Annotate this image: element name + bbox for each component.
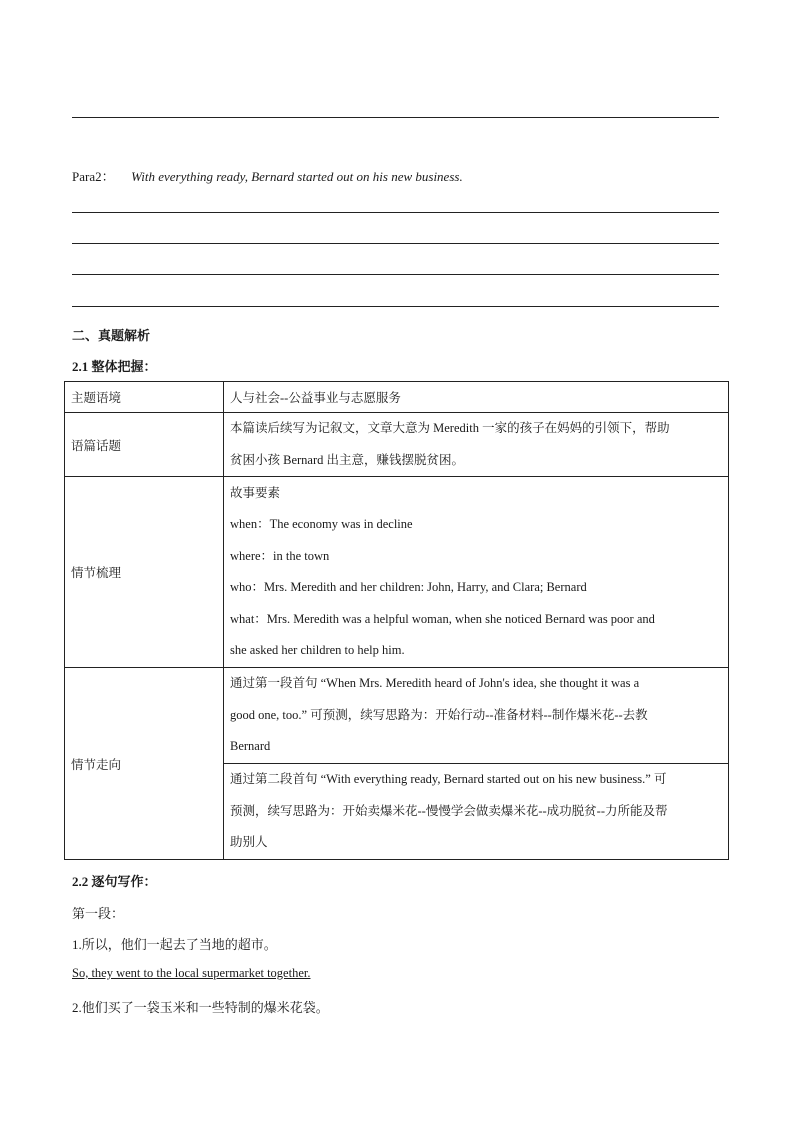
topic-line: 本篇读后续写为记叙文，文章大意为 Meredith 一家的孩子在妈妈的引领下，帮助 bbox=[230, 421, 670, 435]
sentence-1-english: So, they went to the local supermarket together. bbox=[72, 966, 311, 980]
subsection-title-sentences: 2.2 逐句写作： bbox=[72, 874, 157, 889]
direction-line: 助别人 bbox=[230, 835, 268, 850]
blank-writing-line bbox=[72, 243, 719, 244]
table-row bbox=[65, 413, 729, 477]
sentence-2-chinese: 2.他们买了一袋玉米和一些特制的爆米花袋。 bbox=[72, 1000, 329, 1015]
table-row bbox=[65, 382, 729, 413]
direction-line: 预测，续写思路为：开始卖爆米花--慢慢学会做卖爆米花--成功脱贫--力所能及帮 bbox=[230, 803, 668, 818]
para2-prompt bbox=[72, 166, 463, 185]
table-row bbox=[65, 477, 729, 668]
direction-line: Bernard bbox=[230, 739, 271, 754]
plot-line: where：in the town bbox=[230, 548, 330, 563]
row-label-topic: 语篇话题 bbox=[65, 413, 224, 477]
table-row bbox=[65, 668, 729, 764]
row-content-theme: 人与社会--公益事业与志愿服务 bbox=[224, 382, 729, 413]
row-content-direction-2 bbox=[224, 764, 729, 860]
plot-line: 故事要素 bbox=[230, 485, 281, 500]
plot-line: what：Mrs. Meredith was a helpful woman, when she noticed Bernard was poor and bbox=[230, 611, 655, 626]
blank-writing-line bbox=[72, 306, 719, 307]
topic-line: 贫困小孩 Bernard 出主意，赚钱摆脱贫困。 bbox=[230, 452, 465, 467]
plot-line: when：The economy was in decline bbox=[230, 517, 413, 531]
plot-line: who：Mrs. Meredith and her children: John, Harry, and Clara; Bernard bbox=[230, 580, 587, 594]
blank-writing-line bbox=[72, 274, 719, 275]
paragraph-label: 第一段： bbox=[72, 906, 125, 921]
para2-label: Para2： bbox=[72, 169, 115, 184]
row-label-theme: 主题语境 bbox=[65, 382, 224, 413]
row-label-direction: 情节走向 bbox=[65, 668, 224, 860]
direction-line: 通过第二段首句 “With everything ready, Bernard started out on his new business.” 可 bbox=[230, 772, 667, 787]
sentence-1-chinese: 1.所以，他们一起去了当地的超市。 bbox=[72, 937, 277, 952]
section-title: 二、真题解析 bbox=[72, 328, 151, 343]
blank-writing-line bbox=[72, 117, 719, 118]
blank-writing-line bbox=[72, 212, 719, 213]
subsection-title-overall: 2.1 整体把握： bbox=[72, 359, 157, 374]
row-label-plot: 情节梳理 bbox=[65, 477, 224, 668]
row-content-plot bbox=[224, 477, 729, 668]
plot-line: she asked her children to help him. bbox=[230, 643, 405, 657]
analysis-table bbox=[64, 381, 729, 860]
para2-sentence: With everything ready, Bernard started out on his new business. bbox=[131, 169, 463, 184]
direction-line: 通过第一段首句 “When Mrs. Meredith heard of John's idea, she thought it was a bbox=[230, 676, 640, 691]
row-content-direction-1 bbox=[224, 668, 729, 764]
row-content-topic bbox=[224, 413, 729, 477]
direction-line: good one, too.” 可预测，续写思路为：开始行动--准备材料--制作爆米花--去教 bbox=[230, 707, 648, 722]
